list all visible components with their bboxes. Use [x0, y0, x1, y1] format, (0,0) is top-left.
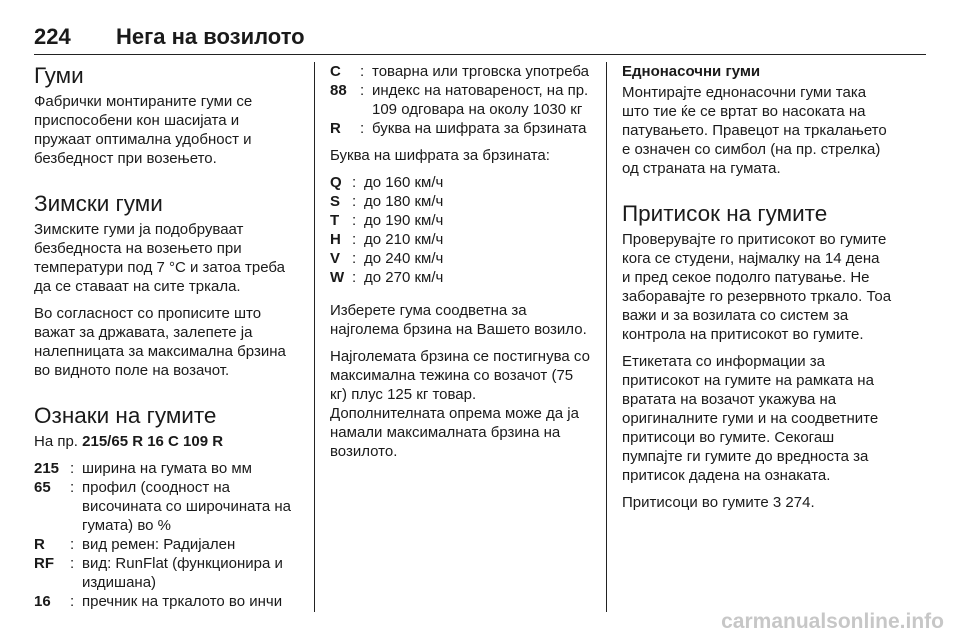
marking-definitions [34, 459, 296, 611]
watermark: carmanualsonline.info [721, 610, 944, 633]
speed-key: H [330, 231, 341, 248]
column-2 [330, 62, 592, 469]
speed-key: W [330, 269, 345, 286]
speed-row: V : до 240 км/ч [330, 249, 592, 268]
definition-row: R : буква на шифрата за брзината [330, 119, 592, 138]
speed-row: Q : до 160 км/ч [330, 173, 592, 192]
tyre-pressure-heading: Притисок на гумите [622, 201, 828, 226]
definition-row: 16 : пречник на тркалото во инчи [34, 592, 296, 611]
speed-text-2: Најголемата брзина се постигнува со максимална тежина со возачот (75 кг) плус 125 кг товар. Дополнителната опрема може да ја намали максималната брзина на возилото. [330, 348, 590, 460]
speed-key: S [330, 193, 341, 210]
definition-value: индекс на натовареност, на пр. 109 одговара на околу 1030 кг [372, 82, 589, 118]
speed-row: W : до 270 км/ч [330, 268, 592, 287]
speed-row: T : до 190 км/ч [330, 211, 592, 230]
section-title: Нега на возилото [116, 24, 305, 49]
page-header [34, 18, 926, 54]
definition-key: C [330, 63, 341, 80]
speed-row: H : до 210 км/ч [330, 230, 592, 249]
column-1 [34, 62, 296, 619]
winter-tyres-text-1: Зимските гуми ја подобруваат безбедноста на возењето при температури под 7 °C и затоа треба да се ставаат на сите тркала. [34, 221, 285, 295]
tyres-heading: Гуми [34, 63, 84, 88]
tyre-pressure-text-2: Етикетата со информации за притисокот на гумите на рамката на вратата на возачот укажува на оригиналните гуми и на соодветните притисоци во гумите. Секогаш пумпајте ги гумите до вредноста за притисок дадена на ознаката. [622, 353, 879, 484]
definition-value: буква на шифрата за брзината [372, 120, 587, 137]
definition-key: 215 [34, 460, 60, 477]
speed-code-intro: Буква на шифрата за брзината: [330, 147, 550, 164]
xref-page: 274. [781, 494, 815, 511]
definition-key: 88 [330, 82, 347, 99]
tyre-markings-heading: Ознаки на гумите [34, 403, 217, 428]
speed-value: до 240 км/ч [364, 250, 444, 267]
xref-label: Притисоци во гумите [622, 494, 773, 511]
definition-key: 65 [34, 479, 51, 496]
definition-row: 215 : ширина на гумата во мм [34, 459, 296, 478]
tyres-text: Фабрички монтираните гуми се приспособени кон шасијата и пружаат оптимална удобност и безбедност при возењето. [34, 93, 253, 167]
column-3 [622, 62, 892, 520]
example-prefix: На пр. [34, 433, 83, 450]
header-rule [34, 54, 926, 55]
definition-row: R : вид ремен: Радијален [34, 535, 296, 554]
directional-tyres-heading: Еднонасочни гуми [622, 63, 761, 80]
tyre-pressure-text-1: Проверувајте го притисокот во гумите кога се студени, најмалку на 14 дена и пред секое подолго патување. Не заборавајте го резервното тркало. Тоа важи и за возилата со систем за контрола на притисокот во гумите. [622, 231, 892, 343]
definition-value: вид ремен: Радијален [82, 536, 236, 553]
winter-tyres-text-2: Во согласност со прописите што важат за државата, залепете ја налепницата за максимална брзина во видното поле на возачот. [34, 305, 286, 379]
marking-definitions-continued [330, 62, 592, 138]
definition-key: 16 [34, 593, 51, 610]
speed-code-list [330, 173, 592, 287]
definition-value: вид: RunFlat (функционира и издишана) [82, 555, 283, 591]
tyre-marking-example [34, 432, 296, 451]
speed-value: до 160 км/ч [364, 174, 444, 191]
definition-row: C : товарна или трговска употреба [330, 62, 592, 81]
definition-row: 88 : индекс на натовареност, на пр. 109 одговара на околу 1030 кг [330, 81, 592, 119]
column-divider-2 [606, 62, 607, 612]
speed-text-1: Изберете гума соодветна за најголема брзина на Вашето возило. [330, 302, 587, 338]
definition-key: R [330, 120, 341, 137]
directional-tyres-text: Монтирајте еднонасочни гуми така што тие ќе се вртат во насоката на патувањето. Правецот на тркалањето е означен со симбол (на пр. стрелка) од страната на гумата. [622, 84, 887, 177]
column-divider-1 [314, 62, 315, 612]
page-number: 224 [34, 24, 71, 49]
speed-row: S : до 180 км/ч [330, 192, 592, 211]
speed-key: Q [330, 174, 342, 191]
speed-value: до 270 км/ч [364, 269, 444, 286]
example-code: 215/65 R 16 C 109 R [82, 433, 224, 450]
winter-tyres-heading: Зимски гуми [34, 191, 163, 216]
definition-value: ширина на гумата во мм [82, 460, 252, 477]
xref-arrow-icon: 3 [772, 494, 782, 511]
speed-value: до 190 км/ч [364, 212, 444, 229]
definition-value: пречник на тркалото во инчи [82, 593, 283, 610]
speed-value: до 180 км/ч [364, 193, 444, 210]
definition-row: 65 : профил (соодност на височината со широчината на гумата) во % [34, 478, 296, 535]
definition-value: профил (соодност на височината со широчината на гумата) во % [82, 479, 292, 534]
definition-key: R [34, 536, 45, 553]
definition-row: RF : вид: RunFlat (функционира и издишана) [34, 554, 296, 592]
speed-value: до 210 км/ч [364, 231, 444, 248]
tyre-pressure-xref[interactable] [622, 493, 892, 512]
definition-key: RF [34, 555, 54, 572]
definition-value: товарна или трговска употреба [372, 63, 590, 80]
speed-key: T [330, 212, 340, 229]
speed-key: V [330, 250, 341, 267]
